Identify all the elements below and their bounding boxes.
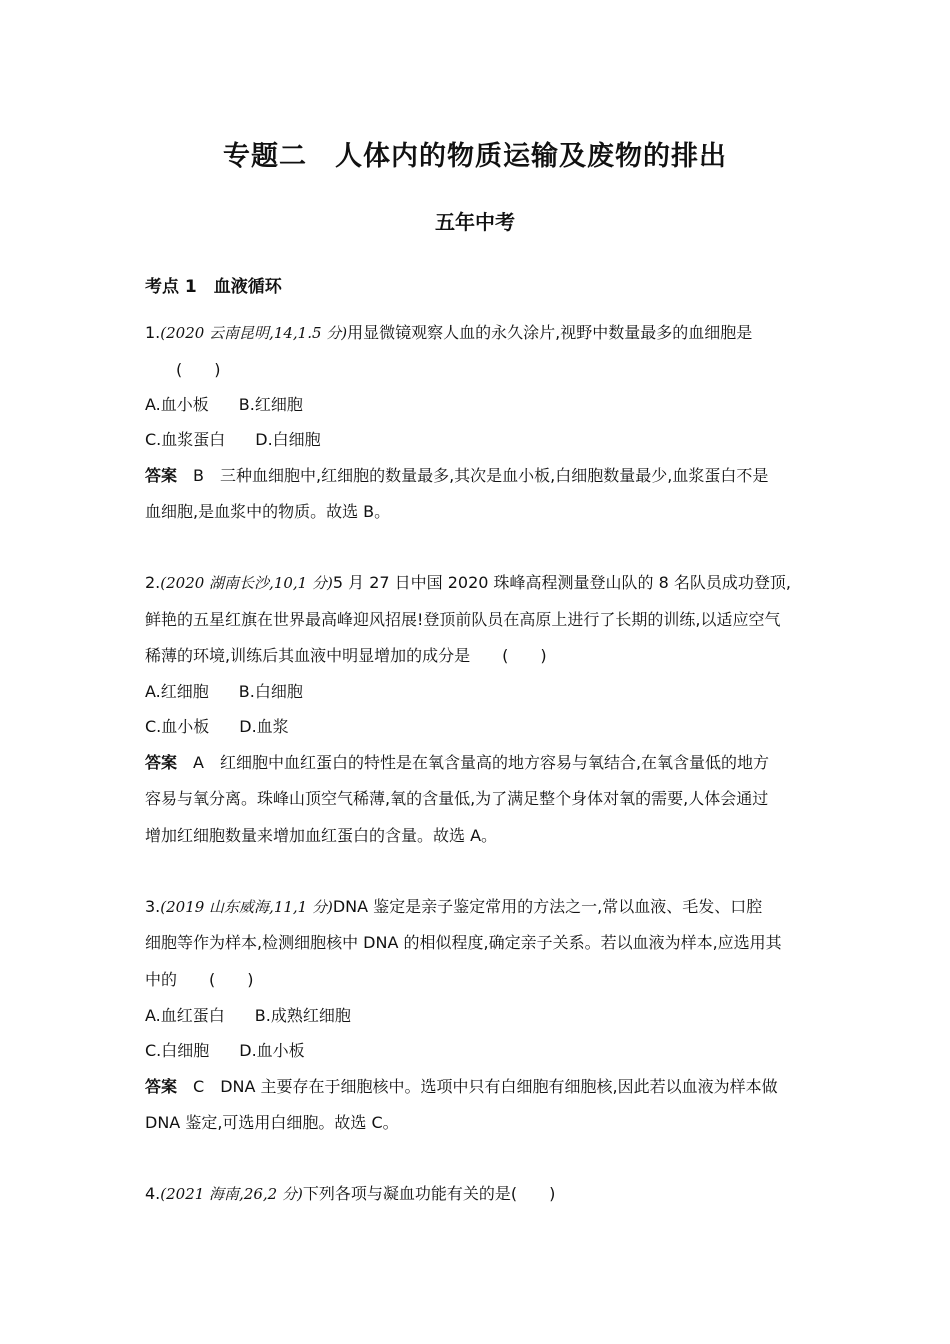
option-a: A.红细胞 [145, 682, 209, 701]
option-d: D.血浆 [239, 717, 289, 736]
question-2-options-row-1 [145, 681, 815, 703]
option-b: B.成熟红细胞 [254, 1006, 351, 1025]
question-3-stem-line-3: 中的 ( ) [145, 970, 254, 989]
question-3-answer-cont: DNA 鉴定,可选用白细胞。故选 C。 [145, 1113, 399, 1132]
section-heading: 考点 1 血液循环 [145, 277, 282, 297]
question-1-stem: 1.(2020 云南昆明,14,1.5 分)用显微镜观察人血的永久涂片,视野中数量最多的血细胞是 [145, 323, 753, 342]
question-2-stem-line-3: 稀薄的环境,训练后其血液中明显增加的成分是 ( ) [145, 646, 547, 665]
option-d: D.白细胞 [255, 430, 321, 449]
page-subtitle: 五年中考 [435, 210, 515, 234]
question-4-stem: 4.(2021 海南,26,2 分)下列各项与凝血功能有关的是( ) [145, 1184, 556, 1203]
question-3-stem: 3.(2019 山东威海,11,1 分)DNA 鉴定是亲子鉴定常用的方法之一,常以血液、毛发、口腔 [145, 897, 763, 916]
option-a: A.血小板 [145, 395, 209, 414]
option-d: D.血小板 [239, 1041, 305, 1060]
option-c: C.血浆蛋白 [145, 430, 226, 449]
question-2-answer: 答案 A 红细胞中血红蛋白的特性是在氧含量高的地方容易与氧结合,在氧含量低的地方 [145, 753, 770, 772]
question-3-options-row-1 [145, 1005, 815, 1027]
question-1-answer-cont: 血细胞,是血浆中的物质。故选 B。 [145, 502, 391, 521]
page-title: 专题二 人体内的物质运输及废物的排出 [223, 141, 727, 172]
option-b: B.白细胞 [238, 682, 303, 701]
question-1-options-row-2 [145, 429, 815, 451]
question-3-options-row-2 [145, 1040, 815, 1062]
question-1-answer: 答案 B 三种血细胞中,红细胞的数量最多,其次是血小板,白细胞数量最少,血浆蛋白不是 [145, 466, 769, 485]
option-c: C.血小板 [145, 717, 210, 736]
question-3-stem-line-2: 细胞等作为样本,检测细胞核中 DNA 的相似程度,确定亲子关系。若以血液为样本,应选用其 [145, 933, 782, 952]
question-2-options-row-2 [145, 716, 815, 738]
question-2-answer-cont-1: 容易与氧分离。珠峰山顶空气稀薄,氧的含量低,为了满足整个身体对氧的需要,人体会通过 [145, 789, 769, 808]
question-2-answer-cont-2: 增加红细胞数量来增加血红蛋白的含量。故选 A。 [145, 826, 498, 845]
question-2-stem-line-2: 鲜艳的五星红旗在世界最高峰迎风招展!登顶前队员在高原上进行了长期的训练,以适应空气 [145, 610, 781, 629]
question-1-paren: ( ) [176, 360, 221, 379]
option-b: B.红细胞 [238, 395, 303, 414]
question-3-answer: 答案 C DNA 主要存在于细胞核中。选项中只有白细胞有细胞核,因此若以血液为样本做 [145, 1077, 778, 1096]
option-c: C.白细胞 [145, 1041, 210, 1060]
question-1-options-row-1 [145, 394, 815, 416]
question-2-stem: 2.(2020 湖南长沙,10,1 分)5 月 27 日中国 2020 珠峰高程测量登山队的 8 名队员成功登顶, [145, 573, 791, 592]
option-a: A.血红蛋白 [145, 1006, 225, 1025]
